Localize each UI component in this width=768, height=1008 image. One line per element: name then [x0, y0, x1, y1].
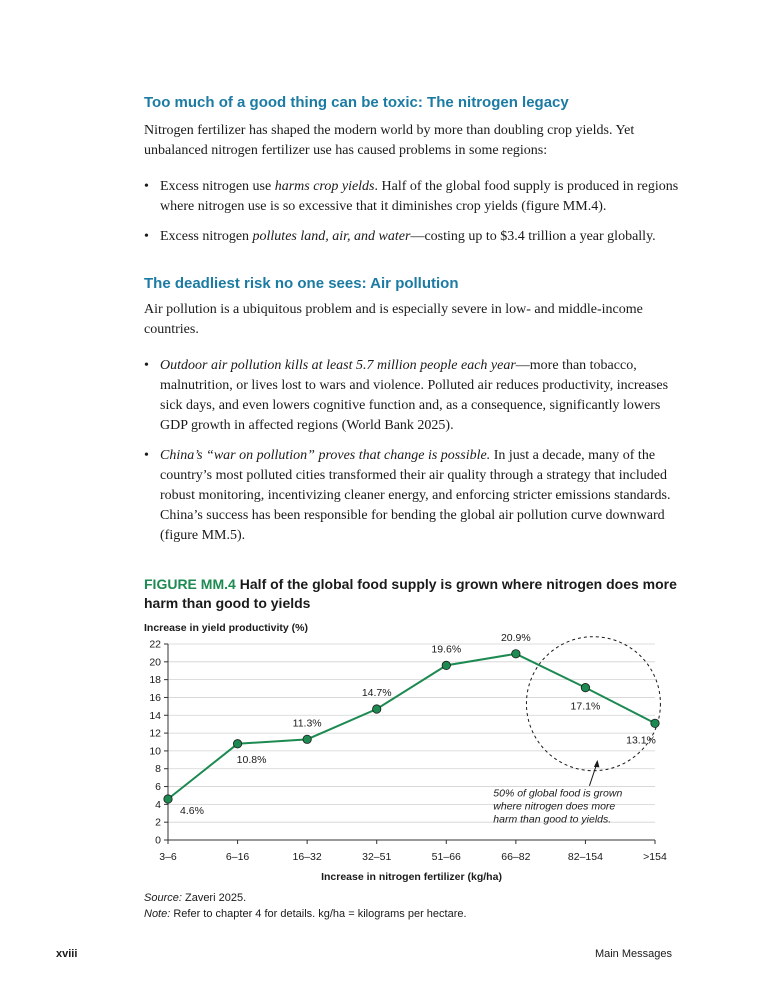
y-axis-title: Increase in yield productivity (%) [144, 622, 308, 634]
x-axis-title: Increase in nitrogen fertilizer (kg/ha) [321, 871, 502, 883]
nitrogen-bullets [144, 177, 684, 257]
note-text: Refer to chapter 4 for details. kg/ha = kilograms per hectare. [170, 908, 467, 920]
figure-title-text: Half of the global food supply is grown where nitrogen does more harm than good to yields [144, 576, 677, 611]
x-tick-label: 51–66 [431, 851, 461, 863]
data-point [512, 650, 520, 658]
page-folio: xviii [56, 948, 78, 960]
y-tick-label: 18 [149, 674, 161, 687]
y-tick-label: 12 [149, 727, 161, 740]
data-point [651, 719, 659, 727]
bullet-item [144, 227, 684, 247]
y-tick-label: 14 [149, 709, 161, 722]
running-head: Main Messages [594, 948, 672, 960]
y-tick-label: 8 [155, 763, 161, 776]
bullet-pre-text: Excess nitrogen [160, 229, 253, 244]
y-tick-label: 2 [155, 816, 161, 829]
source-label: Source: [144, 892, 182, 904]
bullet-em-text: Outdoor air pollution kills at least 5.7 million people each year [160, 358, 516, 373]
data-point [581, 683, 589, 691]
x-tick-label: 3–6 [159, 851, 177, 863]
data-point [373, 705, 381, 713]
y-tick-label: 10 [149, 745, 161, 758]
nitrogen-intro: Nitrogen fertilizer has shaped the modern world by more than doubling crop yields. Yet unbalanced nitrogen fertilizer use has caused problems in some regions: [144, 123, 635, 158]
x-tick-label: 6–16 [225, 851, 250, 863]
bullet-post-text: . Half of the global food supply is produced in regions where nitrogen use is so excessive that it diminishes crop yields (figure MM.4). [160, 179, 679, 214]
annotation-text: harm than good to yields. [493, 813, 612, 826]
section-heading-air-pollution: The deadliest risk no one sees: Air pollution [144, 275, 459, 292]
series-line [168, 654, 655, 799]
data-point [442, 661, 450, 669]
bullet-em-text: China’s “war on pollution” proves that change is possible. [160, 448, 491, 463]
x-tick-label: 82–154 [567, 851, 603, 863]
data-point [233, 740, 241, 748]
bullet-item [144, 177, 684, 217]
annotation-text: 50% of global food is grown [493, 787, 623, 800]
air-pollution-bullets [144, 356, 684, 556]
section-heading-nitrogen: Too much of a good thing can be toxic: The nitrogen legacy [144, 94, 569, 111]
y-tick-label: 16 [149, 691, 161, 704]
figure-title [144, 575, 684, 613]
annotation-arrowhead [594, 760, 600, 768]
bullet-pre-text: Excess nitrogen use [160, 179, 275, 194]
bullet-post-text: —more than tobacco, malnutrition, or lives lost to wars and violence. Polluted air reduces productivity, increases sick days, and even lowers cognitive function and, as a consequence, significantly lowers GDP growth in affected regions (World Bank 2025). [160, 358, 669, 433]
annotation-text: where nitrogen does more [493, 800, 616, 813]
data-point [303, 735, 311, 743]
note-label: Note: [144, 908, 171, 920]
figure-label: FIGURE MM.4 [144, 576, 236, 592]
bullet-em-text: pollutes land, air, and water [252, 229, 411, 244]
y-tick-label: 4 [155, 798, 161, 811]
data-point [164, 795, 172, 803]
figure-source [144, 890, 467, 922]
bullet-item [144, 446, 684, 546]
x-tick-label: 32–51 [362, 851, 392, 863]
x-tick-label: >154 [643, 851, 667, 863]
data-label: 4.6% [180, 805, 204, 818]
y-tick-label: 6 [155, 781, 161, 794]
data-label: 10.8% [236, 753, 267, 766]
air-pollution-intro: Air pollution is a ubiquitous problem and is especially severe in low- and middle-income countries. [144, 302, 643, 337]
y-tick-label: 20 [149, 656, 161, 669]
data-label: 14.7% [361, 687, 392, 700]
x-tick-label: 16–32 [292, 851, 322, 863]
x-tick-label: 66–82 [501, 851, 531, 863]
y-tick-label: 22 [149, 638, 161, 651]
bullet-em-text: harms crop yields [274, 179, 375, 194]
bullet-post-text: —costing up to $3.4 trillion a year globally. [410, 229, 656, 244]
yield-vs-nitrogen-chart [140, 616, 680, 886]
y-tick-label: 0 [155, 834, 161, 847]
data-label: 20.9% [500, 631, 531, 644]
data-label: 13.1% [626, 734, 656, 747]
data-label: 19.6% [431, 643, 462, 656]
data-label: 17.1% [570, 700, 601, 713]
source-text: Zaveri 2025. [181, 892, 247, 904]
data-label: 11.3% [292, 717, 322, 730]
bullet-post-text: In just a decade, many of the country’s most polluted cities transformed their air quality through a strategy that included robust monitoring, incentivizing cleaner energy, and enforcing stricter emissions standards. China’s success has been responsible for bending the global air pollution curve downward (figure MM.5). [160, 448, 671, 543]
bullet-item [144, 356, 684, 436]
